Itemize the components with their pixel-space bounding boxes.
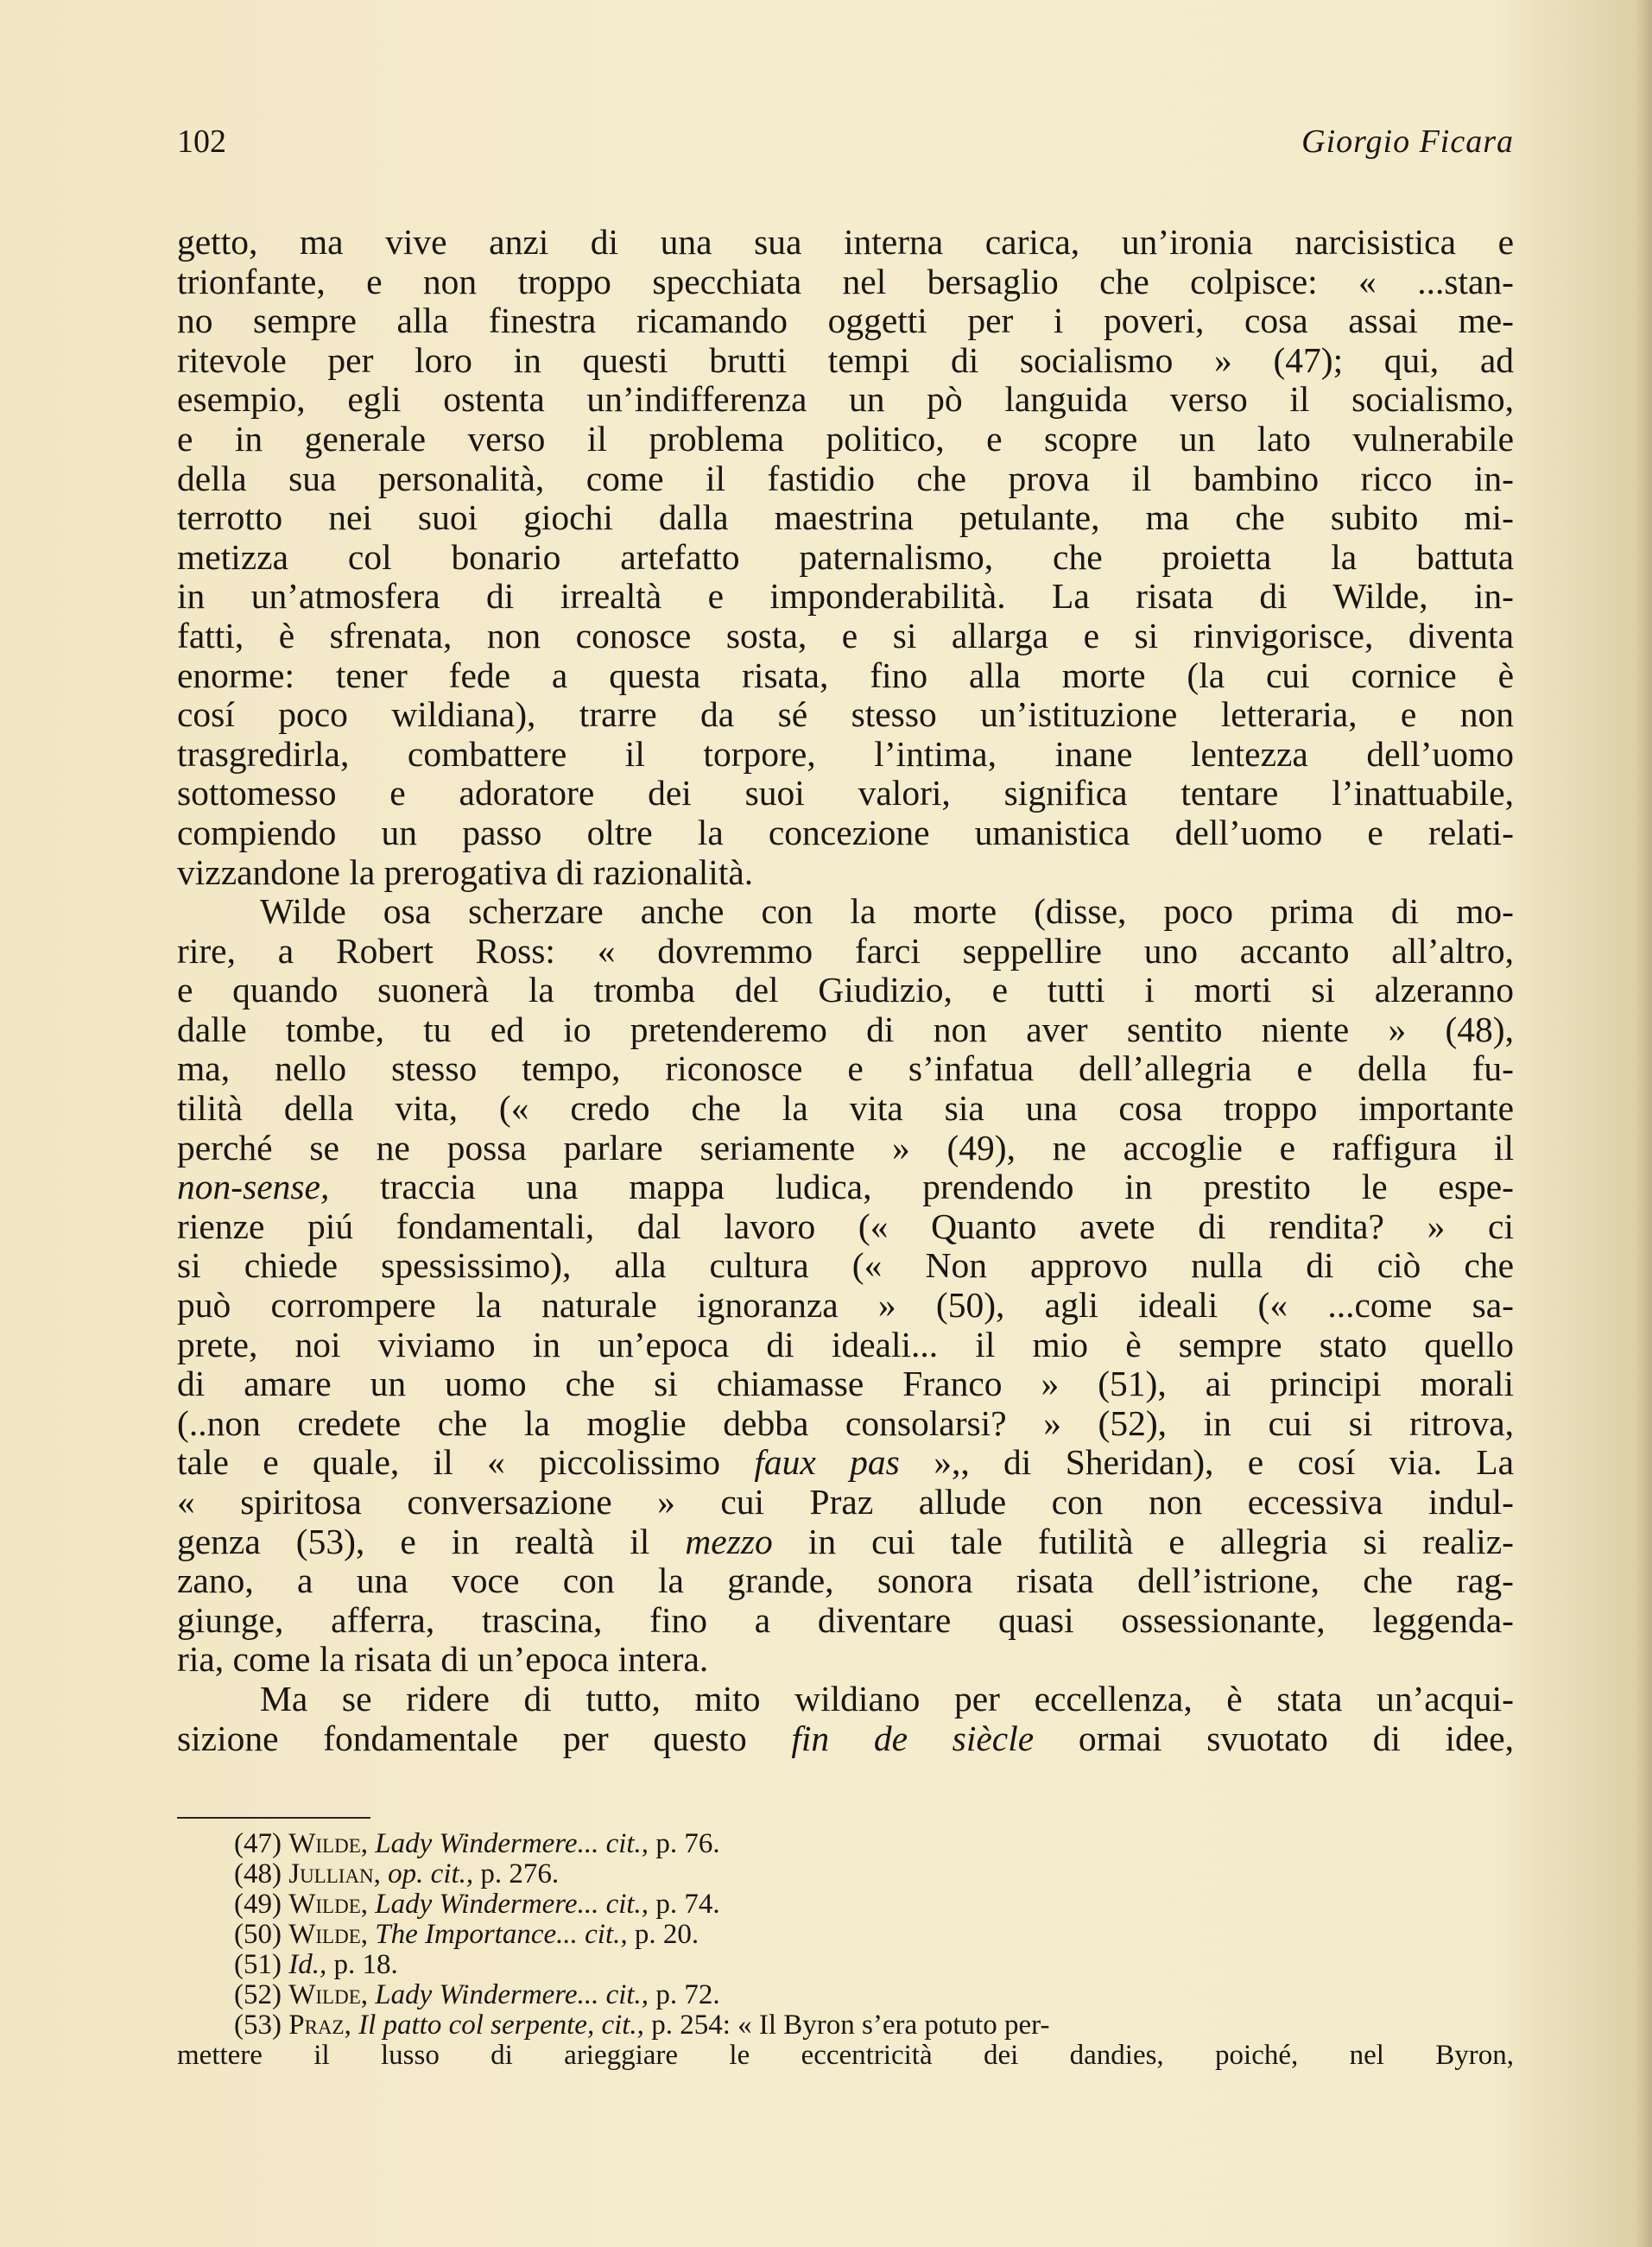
text-line: no sempre alla finestra ricamando oggetti per i poveri, cosa assai me-: [177, 301, 1514, 341]
footnote-number: (48): [234, 1858, 282, 1889]
footnote-number: (53): [234, 2010, 282, 2041]
text-line: [177, 1443, 1514, 1483]
footnote: [177, 1889, 1514, 1920]
text-line: getto, ma vive anzi di una sua interna carica, un’ironia narcisistica e: [177, 222, 1514, 262]
footnote-author: Wilde,: [288, 1919, 368, 1950]
text-line: può corrompere la naturale ignoranza » (50), agli ideali (« ...come sa-: [177, 1285, 1514, 1326]
text-fragment: in cui tale futilità e allegria si realiz-: [772, 1521, 1514, 1561]
text-fragment: ormai svuotato di idee,: [1034, 1718, 1514, 1758]
italic-term: faux pas: [754, 1442, 900, 1483]
italic-term: mezzo: [685, 1521, 773, 1561]
text-line: rienze piú fondamentali, dal lavoro (« Quanto avete di rendita? » ci: [177, 1206, 1514, 1246]
footnote-number: (47): [234, 1828, 282, 1859]
footnote-page: p. 254: « Il Byron s’era potuto per-: [643, 2010, 1050, 2041]
text-line: metizza col bonario artefatto paternalismo, che proietta la battuta: [177, 536, 1514, 577]
text-fragment: »,, di Sheridan), e cosí via. La: [899, 1442, 1514, 1483]
footnote-author: Jullian,: [288, 1858, 381, 1889]
footnote-author: Praz,: [288, 2010, 351, 2041]
footnote-page: p. 276.: [473, 1858, 560, 1889]
text-fragment: genza (53), e in realtà il: [177, 1521, 686, 1561]
text-line: [177, 1168, 1514, 1207]
running-head-author: Giorgio Ficara: [1301, 123, 1514, 160]
text-line: esempio, egli ostenta un’indifferenza un pò languida verso il socialismo,: [177, 379, 1514, 420]
text-line: [177, 1719, 1514, 1759]
footnote-title: The Importance... cit.,: [375, 1919, 628, 1950]
text-line: e in generale verso il problema politico, e scopre un lato vulnerabile: [177, 418, 1514, 459]
footnotes: [177, 1829, 1514, 2071]
footnote-title: Lady Windermere... cit.,: [375, 1979, 649, 2010]
footnote: [177, 1950, 1514, 1980]
text-line: prete, noi viviamo in un’epoca di ideali... il mio è sempre stato quello: [177, 1324, 1514, 1364]
text-line: tilità della vita, (« credo che la vita sia una cosa troppo importante: [177, 1088, 1514, 1129]
italic-term: non-sense,: [177, 1167, 330, 1207]
footnote-separator: [177, 1817, 370, 1819]
text-line: trasgredirla, combattere il torpore, l’intima, inane lentezza dell’uomo: [177, 733, 1514, 774]
page-number: 102: [177, 123, 226, 160]
text-line: compiendo un passo oltre la concezione umanistica dell’uomo e relati-: [177, 812, 1514, 852]
footnote-title: op. cit.,: [388, 1858, 474, 1889]
footnote-continuation: mettere il lusso di arieggiare le eccentricità dei dandies, poiché, nel Byron,: [177, 2040, 1514, 2071]
italic-term: fin de siècle: [791, 1718, 1035, 1758]
text-line: enorme: tener fede a questa risata, fino alla morte (la cui cornice è: [177, 655, 1514, 695]
text-line: sottomesso e adoratore dei suoi valori, significa tentare l’inattuabile,: [177, 773, 1514, 813]
text-line: in un’atmosfera di irrealtà e imponderabilità. La risata di Wilde, in-: [177, 576, 1514, 617]
text-line: ma, nello stesso tempo, riconosce e s’infatua dell’allegria e della fu-: [177, 1048, 1514, 1089]
text-line: « spiritosa conversazione » cui Praz allude con non eccessiva indul-: [177, 1482, 1514, 1522]
text-line: giunge, afferra, trascina, fino a diventare quasi ossessionante, leggenda-: [177, 1599, 1514, 1640]
footnote-number: (50): [234, 1919, 282, 1950]
footnote: [177, 1829, 1514, 1859]
footnote: [177, 1859, 1514, 1889]
text-line: ria, come la risata di un’epoca intera.: [177, 1639, 709, 1680]
paragraph-3: [177, 1680, 1514, 1758]
footnote-page: p. 74.: [649, 1889, 720, 1920]
text-fragment: tale e quale, il « piccolissimo: [177, 1442, 755, 1483]
text-line: zano, a una voce con la grande, sonora risata dell’istrione, che rag-: [177, 1560, 1514, 1601]
footnote-number: (49): [234, 1889, 282, 1920]
footnote-title: Lady Windermere... cit.,: [375, 1889, 649, 1920]
main-text: [177, 223, 1514, 1758]
text-line: rire, a Robert Ross: « dovremmo farci seppellire uno accanto all’altro,: [177, 930, 1514, 971]
text-line: trionfante, e non troppo specchiata nel bersaglio che colpisce: « ...stan-: [177, 261, 1514, 301]
text-line: e quando suonerà la tromba del Giudizio, e tutti i morti si alzeranno: [177, 970, 1514, 1010]
footnote-page: p. 20.: [627, 1919, 699, 1950]
text-line: Wilde osa scherzare anche con la morte (disse, poco prima di mo-: [260, 891, 1514, 932]
text-line: terrotto nei suoi giochi dalla maestrina petulante, ma che subito mi-: [177, 497, 1514, 538]
footnote-author: Wilde,: [288, 1828, 368, 1859]
page-header: [177, 123, 1514, 171]
text-line: dalle tombe, tu ed io pretenderemo di non aver sentito niente » (48),: [177, 1009, 1514, 1049]
footnote-page: p. 72.: [649, 1979, 720, 2010]
text-line: della sua personalità, come il fastidio che prova il bambino ricco in-: [177, 458, 1514, 498]
footnote-author: Wilde,: [288, 1889, 368, 1920]
paragraph-2: [177, 892, 1514, 1680]
footnote: [177, 2010, 1514, 2041]
text-line: cosí poco wildiana), trarre da sé stesso un’istituzione letteraria, e non: [177, 694, 1514, 735]
text-line: perché se ne possa parlare seriamente » (49), ne accoglie e raffigura il: [177, 1127, 1514, 1168]
paragraph-1: [177, 223, 1514, 892]
footnote: [177, 1980, 1514, 2010]
text-line: Ma se ridere di tutto, mito wildiano per eccellenza, è stata un’acqui-: [260, 1678, 1514, 1718]
text-line: [177, 1522, 1514, 1562]
footnote: [177, 1920, 1514, 1950]
footnote-number: (52): [234, 1979, 282, 2010]
footnote-page: p. 76.: [649, 1828, 720, 1859]
text-line: (..non credete che la moglie debba consolarsi? » (52), in cui si ritrova,: [177, 1402, 1514, 1443]
footnote-number: (51): [234, 1949, 282, 1980]
footnote-title: Id.,: [288, 1949, 327, 1980]
text-line: si chiede spessissimo), alla cultura (« Non approvo nulla di ciò che: [177, 1245, 1514, 1286]
text-fragment: sizione fondamentale per questo: [177, 1718, 792, 1758]
footnote-title: Lady Windermere... cit.,: [375, 1828, 649, 1859]
footnote-page: p. 18.: [326, 1949, 398, 1980]
text-line: vizzandone la prerogativa di razionalità.: [177, 851, 754, 892]
text-line: di amare un uomo che si chiamasse Franco » (51), ai principi morali: [177, 1364, 1514, 1404]
text-line: ritevole per loro in questi brutti tempi di socialismo » (47); qui, ad: [177, 339, 1514, 380]
text-fragment: traccia una mappa ludica, prendendo in prestito le espe-: [329, 1167, 1514, 1207]
footnote-author: Wilde,: [288, 1979, 368, 2010]
text-line: fatti, è sfrenata, non conosce sosta, e si allarga e si rinvigorisce, diventa: [177, 615, 1514, 655]
footnote-title: Il patto col serpente, cit.,: [358, 2010, 644, 2041]
